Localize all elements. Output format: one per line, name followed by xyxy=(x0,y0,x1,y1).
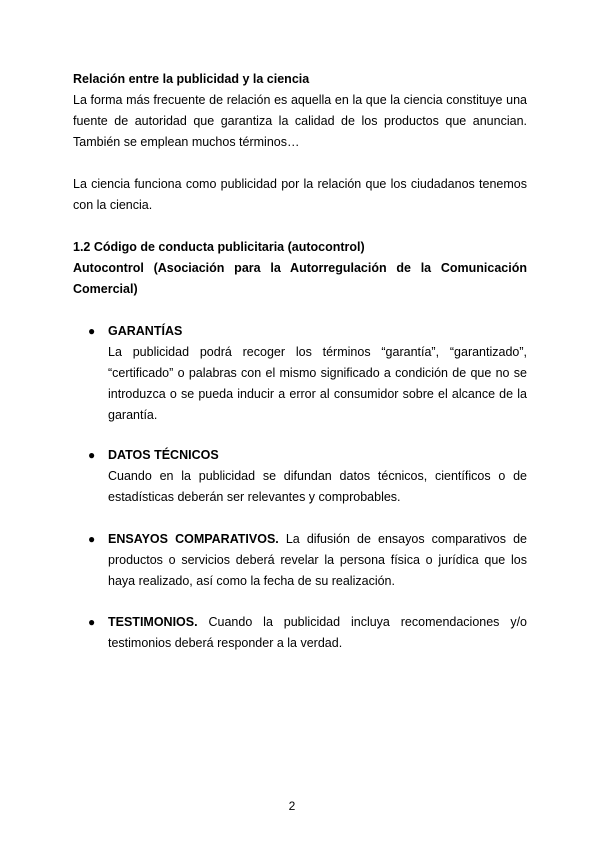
bullet-body xyxy=(108,529,527,592)
bullet-title: DATOS TÉCNICOS xyxy=(108,448,219,462)
bullet-title: GARANTÍAS xyxy=(108,324,183,338)
bullet-text: Cuando en la publicidad se difundan datos técnicos, científicos o de estadísticas deberán ser relevantes y comprobables. xyxy=(108,469,527,504)
bullet-testimonios xyxy=(88,612,527,654)
bullet-body xyxy=(108,321,527,426)
bullet-ensayos-comparativos xyxy=(88,529,527,592)
bullet-text: La publicidad podrá recoger los términos “garantía”, “garantizado”, “certificado” o palabras con el mismo significado a condición de que no se introduzca o se pueda inducir a error al consumidor sobre el alcance de la garantía. xyxy=(108,345,527,422)
bullet-text: Cuando la publicidad incluya recomendaciones y/o testimonios deberá responder a la verdad. xyxy=(108,615,527,650)
bullet-dot-icon: ● xyxy=(88,615,96,629)
section-heading-codigo: 1.2 Código de conducta publicitaria (autocontrol) xyxy=(73,240,365,254)
bullet-body xyxy=(108,445,527,508)
bullet-title: ENSAYOS COMPARATIVOS. xyxy=(108,532,286,546)
paragraph-relacion-2: La ciencia funciona como publicidad por la relación que los ciudadanos tenemos con la ciencia. xyxy=(73,177,527,212)
subheading-autocontrol: Autocontrol (Asociación para la Autorregulación de la Comunicación Comercial) xyxy=(73,261,527,296)
bullet-body xyxy=(108,612,527,654)
bullet-dot-icon: ● xyxy=(88,532,96,546)
bullet-title: TESTIMONIOS. xyxy=(108,615,209,629)
bullet-text: La difusión de ensayos comparativos de productos o servicios deberá revelar la persona física o jurídica que los haya realizado, así como la fecha de su realización. xyxy=(108,532,527,588)
bullet-garantias xyxy=(88,321,527,426)
bullet-dot-icon: ● xyxy=(88,448,96,462)
paragraph-relacion-1: La forma más frecuente de relación es aquella en la que la ciencia constituye una fuente de autoridad que garantiza la calidad de los productos que anuncian. También se emplean muchos términos… xyxy=(73,93,527,149)
bullet-dot-icon: ● xyxy=(88,324,96,338)
page-number: 2 xyxy=(288,799,296,813)
section-heading-relacion: Relación entre la publicidad y la ciencia xyxy=(73,72,310,86)
bullet-datos-tecnicos xyxy=(88,445,527,508)
